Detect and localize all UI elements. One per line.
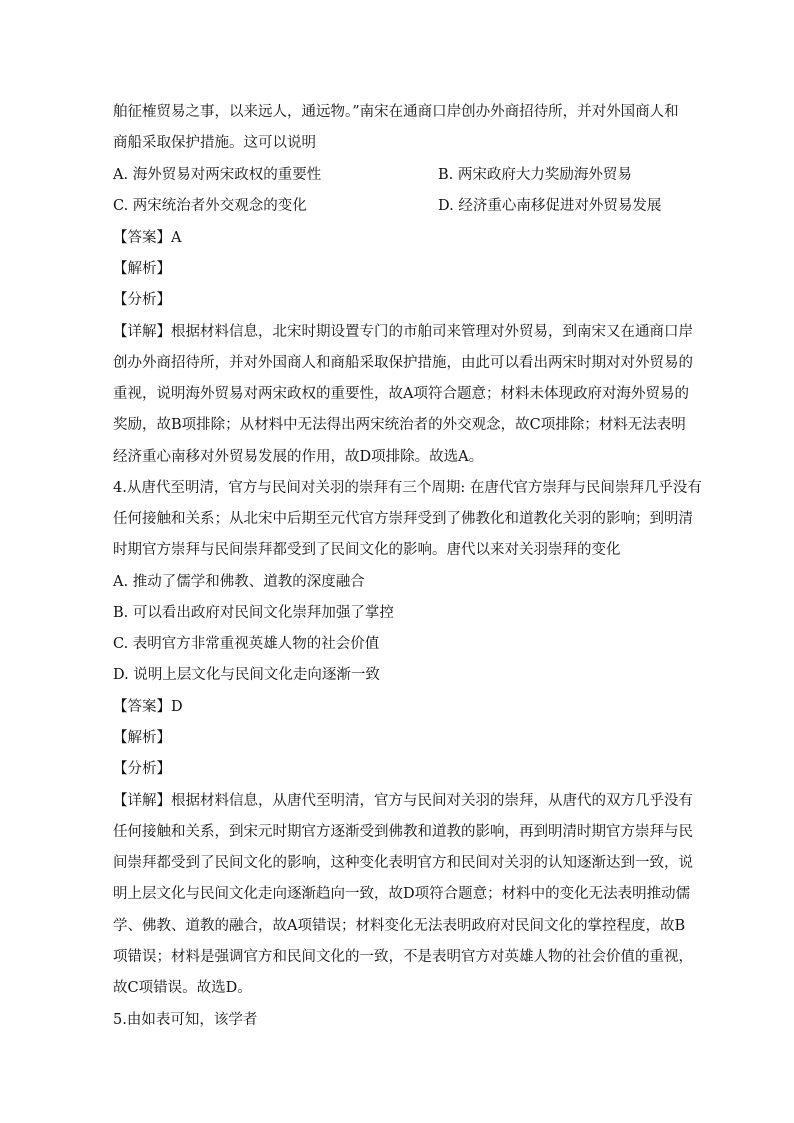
q4-option-b: B. 可以看出政府对民间文化崇拜加强了掌控 [113, 605, 394, 621]
q3-stem-line-1: 舶征榷贸易之事，以来远人，通远物。”南宋在通商口岸创办外商招待所，并对外国商人和 [113, 104, 679, 120]
q4-option-d: D. 说明上层文化与民间文化走向逐渐一致 [113, 667, 380, 683]
q3-answer: 【答案】A [113, 230, 182, 246]
q3-option-b: B. 两宋政府大力奖励海外贸易 [438, 167, 632, 183]
q4-answer: 【答案】D [113, 699, 183, 715]
q4-jiexi: 【解析】 [113, 730, 171, 746]
q4-stem-line-1: 4.从唐代至明清，官方与民间对关羽的崇拜有三个周期: 在唐代官方崇拜与民间崇拜几乎没有 [113, 480, 702, 496]
q3-jiexi: 【解析】 [113, 261, 171, 277]
q3-detail-line-2: 创办外商招待所，并对外国商人和商船采取保护措施，由此可以看出两宋时期对对外贸易的 [113, 355, 693, 371]
q4-detail-line-3: 间崇拜都受到了民间文化的影响，这种变化表明官方和民间对关羽的认知逐渐达到一致，说 [113, 855, 693, 871]
q5-stem: 5.由如表可知，该学者 [113, 1012, 258, 1028]
q4-detail-line-1: 【详解】根据材料信息，从唐代至明清，官方与民间对关羽的崇拜，从唐代的双方几乎没有 [113, 793, 693, 809]
q3-option-a: A. 海外贸易对两宋政权的重要性 [113, 167, 322, 183]
q3-option-c: C. 两宋统治者外交观念的变化 [113, 198, 307, 214]
q4-stem-line-3: 时期官方崇拜与民间崇拜都受到了民间文化的影响。唐代以来对关羽崇拜的变化 [113, 542, 621, 558]
q4-detail-line-4: 明上层文化与民间文化走向逐渐趋向一致，故D项符合题意；材料中的变化无法表明推动儒 [113, 886, 691, 902]
q3-detail-line-1: 【详解】根据材料信息，北宋时期设置专门的市舶司来管理对外贸易，到南宋又在通商口岸 [113, 324, 693, 340]
q3-detail-line-3: 重视，说明海外贸易对两宋政权的重要性，故A项符合题意；材料未体现政府对海外贸易的 [113, 386, 689, 402]
q3-option-d: D. 经济重心南移促进对外贸易发展 [438, 198, 662, 214]
q4-detail-line-6: 项错误；材料是强调官方和民间文化的一致，不是表明官方对英雄人物的社会价值的重视， [113, 949, 693, 965]
q4-stem-line-2: 任何接触和关系；从北宋中后期至元代官方崇拜受到了佛教化和道教化关羽的影响；到明清 [113, 511, 693, 527]
q4-detail-line-2: 任何接触和关系，到宋元时期官方逐渐受到佛教和道教的影响，再到明清时期官方崇拜与民 [113, 824, 693, 840]
q4-option-c: C. 表明官方非常重视英雄人物的社会价值 [113, 636, 380, 652]
q3-detail-line-5: 经济重心南移对外贸易发展的作用，故D项排除。故选A。 [113, 449, 484, 465]
q4-detail-line-7: 故C项错误。故选D。 [113, 980, 252, 996]
q3-detail-line-4: 奖励，故B项排除；从材料中无法得出两宋统治者的外交观念，故C项排除；材料无法表明 [113, 417, 686, 433]
q3-stem-line-2: 商船采取保护措施。这可以说明 [113, 135, 316, 151]
q3-options-row-1 [113, 165, 683, 185]
q4-detail-line-5: 学、佛教、道教的融合，故A项错误；材料变化无法表明政府对民间文化的掌控程度，故B [113, 918, 686, 934]
q4-fenxi: 【分析】 [113, 761, 171, 777]
q3-fenxi: 【分析】 [113, 292, 171, 308]
q4-option-a: A. 推动了儒学和佛教、道教的深度融合 [113, 574, 365, 590]
q3-options-row-2 [113, 196, 683, 216]
